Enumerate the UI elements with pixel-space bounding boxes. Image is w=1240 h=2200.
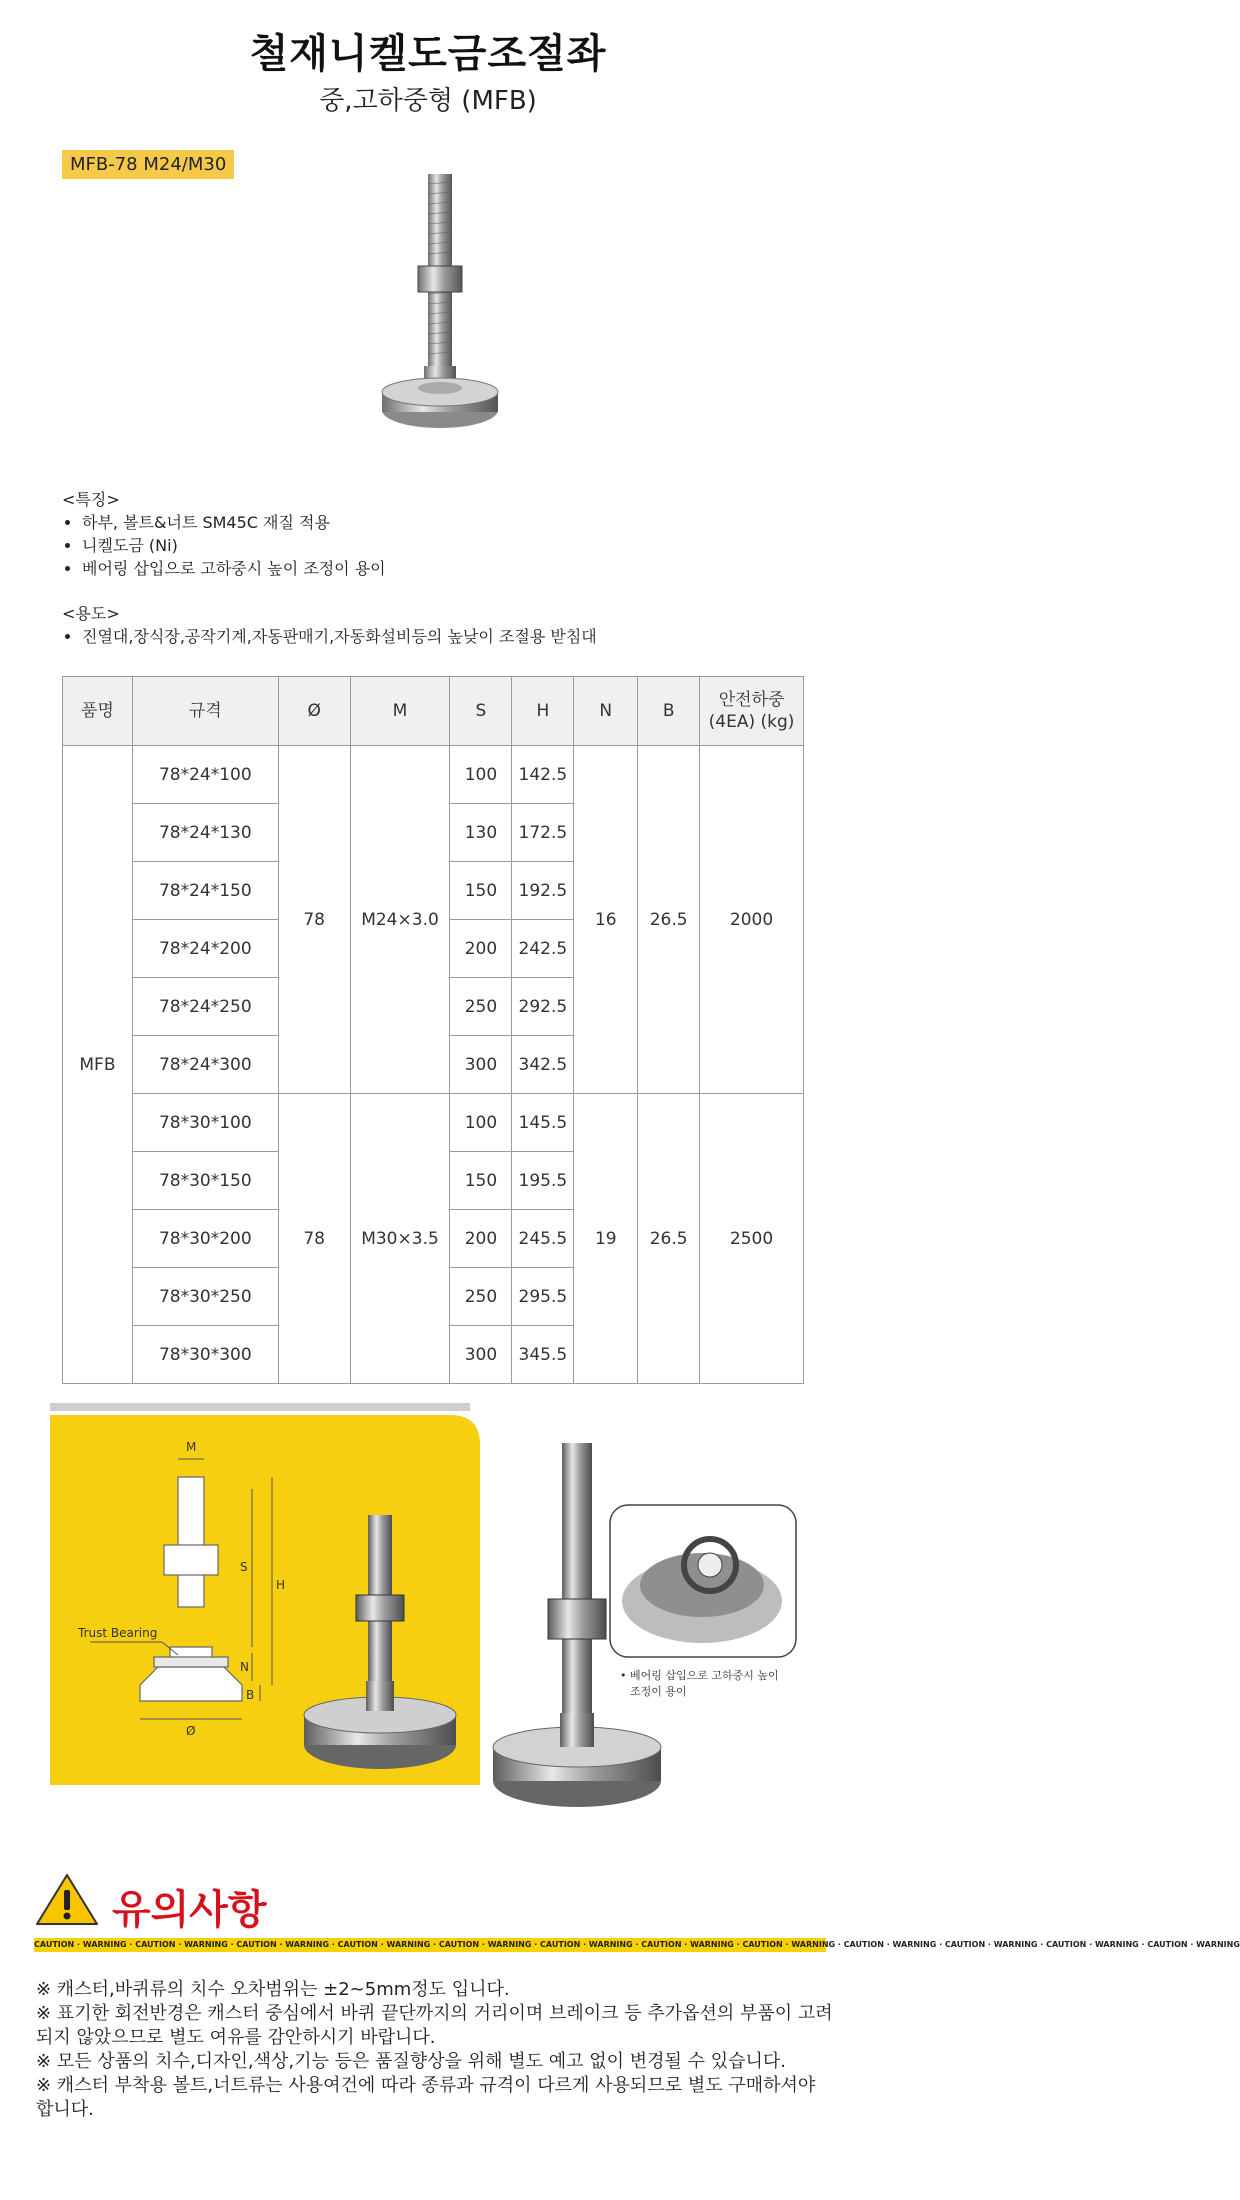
note-item: ※ 표기한 회전반경은 캐스터 중심에서 바퀴 끝단까지의 거리이며 브레이크 등 추가옵션의 부품이 고려되지 않았으므로 별도 여유를 감안하시기 바랍니다.: [36, 2003, 833, 2048]
cell-s: 100: [450, 746, 512, 804]
diagram-label-trust-bearing: Trust Bearing: [78, 1626, 158, 1640]
col-header-m: M: [350, 677, 450, 746]
diagram-label-h: H: [276, 1578, 286, 1592]
cell-h: 342.5: [512, 1036, 574, 1094]
cell-s: 100: [450, 1094, 512, 1152]
caution-stripe: CAUTION · WARNING · CAUTION · WARNING · CAUTION · WARNING · CAUTION · WARNING · CAUTION · WARNING · CAUTION · WARNING · CAUTION · WARNING · CAUTION · WARNING · CAUTION · WARNING · CAUTION · WARNING · CAUTION · WARNING · CAUTION · WARNING: [34, 1938, 826, 1952]
warning-icon: [34, 1872, 100, 1928]
usage-heading: <용도>: [62, 604, 120, 623]
bearing-detail: [610, 1505, 796, 1657]
features-list: [62, 511, 597, 580]
cell-spec: 78*24*250: [132, 978, 278, 1036]
cell-s: 300: [450, 1326, 512, 1384]
col-header-spec: 규격: [132, 677, 278, 746]
caution-title: 유의사항: [112, 1887, 267, 1933]
table-row: [63, 746, 804, 804]
cell-spec: 78*30*300: [132, 1326, 278, 1384]
cell-spec: 78*24*150: [132, 862, 278, 920]
cell-spec: 78*30*200: [132, 1210, 278, 1268]
bearing-note-line2: 조정이 용이: [630, 1685, 687, 1698]
cell-s: 150: [450, 1152, 512, 1210]
cell-h: 292.5: [512, 978, 574, 1036]
note-item: ※ 모든 상품의 치수,디자인,색상,기능 등은 품질향상을 위해 별도 예고 없이 변경될 수 있습니다.: [36, 2051, 786, 2072]
cell-diameter: 78: [278, 1094, 350, 1384]
cell-s: 130: [450, 804, 512, 862]
diagram-label-n: N: [240, 1660, 249, 1674]
usage-item: • 진열대,장식장,공작기계,자동판매기,자동화설비등의 높낮이 조절용 받침대: [82, 625, 597, 648]
diagram-label-m: M: [186, 1440, 197, 1454]
cell-s: 150: [450, 862, 512, 920]
page-title: 철재니켈도금조절좌: [249, 31, 607, 77]
col-header-diameter: Ø: [278, 677, 350, 746]
note-item: ※ 캐스터,바퀴류의 치수 오차범위는 ±2~5mm정도 입니다.: [36, 1979, 510, 2000]
spec-table: [62, 676, 804, 1384]
cell-spec: 78*24*200: [132, 920, 278, 978]
features-heading: <특징>: [62, 490, 120, 509]
cell-spec: 78*30*150: [132, 1152, 278, 1210]
cell-h: 145.5: [512, 1094, 574, 1152]
table-header-row: [63, 677, 804, 746]
cell-spec: 78*30*250: [132, 1268, 278, 1326]
table-row: [63, 1094, 804, 1152]
cell-s: 300: [450, 1036, 512, 1094]
cell-h: 345.5: [512, 1326, 574, 1384]
col-header-safe-load: 안전하중 (4EA) (kg): [700, 677, 804, 746]
diagram-label-b: B: [246, 1688, 255, 1702]
cell-b: 26.5: [638, 1094, 700, 1384]
feature-item: • 니켈도금 (Ni): [82, 534, 597, 557]
cell-n: 19: [574, 1094, 638, 1384]
diagram-label-diameter: Ø: [186, 1724, 196, 1738]
cell-spec: 78*24*100: [132, 746, 278, 804]
cell-spec: 78*30*100: [132, 1094, 278, 1152]
cell-h: 142.5: [512, 746, 574, 804]
page-subtitle: 중,고하중형 (MFB): [319, 86, 537, 116]
cell-n: 16: [574, 746, 638, 1094]
note-item: ※ 캐스터 부착용 볼트,너트류는 사용여건에 따라 종류과 규격이 다르게 사용되므로 별도 구매하셔야 합니다.: [36, 2075, 816, 2120]
cell-h: 242.5: [512, 920, 574, 978]
cell-h: 245.5: [512, 1210, 574, 1268]
dimension-diagram: [50, 1385, 806, 1823]
col-header-h: H: [512, 677, 574, 746]
usage-list: [62, 625, 597, 648]
cell-b: 26.5: [638, 746, 700, 1094]
col-header-n: N: [574, 677, 638, 746]
cell-s: 200: [450, 1210, 512, 1268]
diagram-label-s: S: [240, 1560, 248, 1574]
col-header-s: S: [450, 677, 512, 746]
model-tag: MFB-78 M24/M30: [62, 150, 234, 179]
leveling-foot-photo: [370, 170, 510, 450]
bearing-note-line1: • 베어링 삽입으로 고하중시 높이: [620, 1669, 779, 1682]
cell-h: 295.5: [512, 1268, 574, 1326]
cell-h: 192.5: [512, 862, 574, 920]
caution-notes: [36, 1978, 836, 2122]
feature-item: • 하부, 볼트&너트 SM45C 재질 적용: [82, 511, 597, 534]
cell-thread: M24×3.0: [350, 746, 450, 1094]
cell-product-name: MFB: [63, 746, 133, 1384]
cell-spec: 78*24*300: [132, 1036, 278, 1094]
col-header-name: 품명: [63, 677, 133, 746]
cell-spec: 78*24*130: [132, 804, 278, 862]
cell-safe-load: 2500: [700, 1094, 804, 1384]
cell-s: 250: [450, 978, 512, 1036]
cell-thread: M30×3.5: [350, 1094, 450, 1384]
col-header-b: B: [638, 677, 700, 746]
features-section: [62, 488, 597, 648]
cell-h: 195.5: [512, 1152, 574, 1210]
cell-diameter: 78: [278, 746, 350, 1094]
cell-h: 172.5: [512, 804, 574, 862]
cell-s: 250: [450, 1268, 512, 1326]
cell-safe-load: 2000: [700, 746, 804, 1094]
cell-s: 200: [450, 920, 512, 978]
feature-item: • 베어링 삽입으로 고하중시 높이 조정이 용이: [82, 557, 597, 580]
